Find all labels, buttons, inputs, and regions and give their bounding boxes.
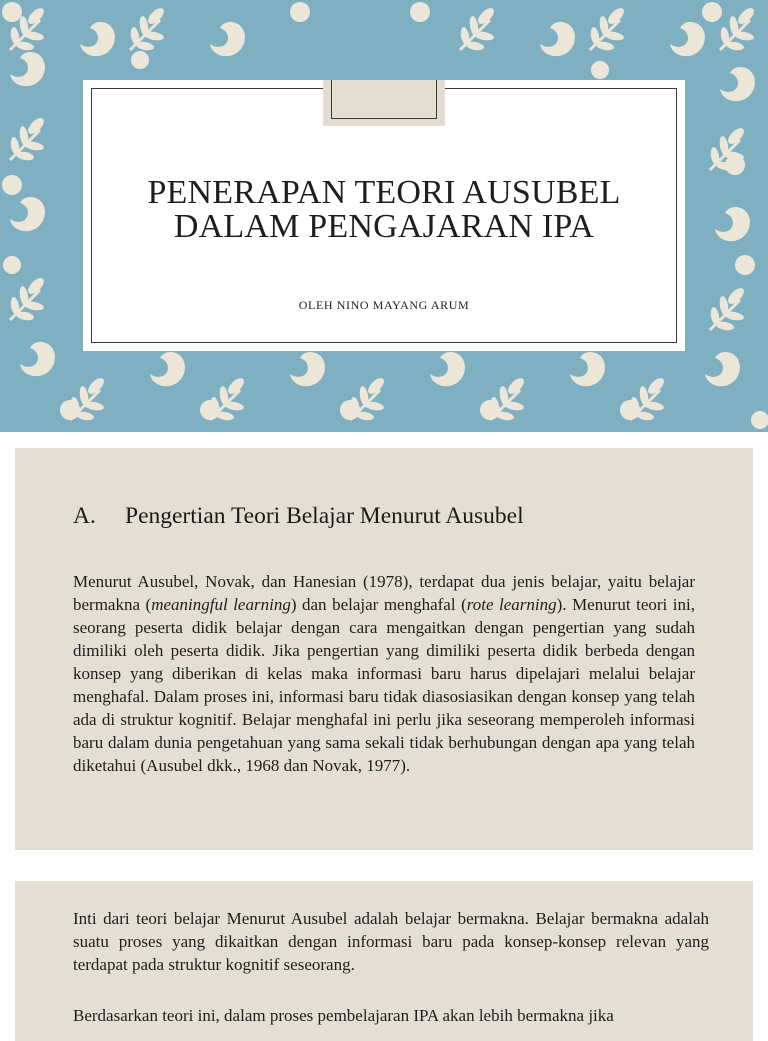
author-subtitle: OLEH NINO MAYANG ARUM — [298, 298, 470, 312]
italic-term-rote-learning: rote learning — [466, 595, 557, 614]
section-number: A. — [73, 503, 96, 529]
section-title: Pengertian Teori Belajar Menurut Ausubel — [125, 503, 524, 529]
title-line-1: PENERAPAN TEORI AUSUBEL — [147, 174, 621, 211]
section-heading — [73, 502, 695, 530]
title-card-tab-inner — [331, 80, 437, 119]
content-slide-core-theory — [15, 881, 753, 1041]
paragraph-text-part-3: ). Menurut teori ini, seorang peserta didik belajar dengan cara mengaitkan dengan pengertian yang sudah dimiliki oleh peserta didik. Jika pengertian yang dimiliki peserta didik berbeda dengan konsep yang diberikan di kelas maka informasi baru harus dipelajari melalui belajar menghafal. Dalam proses ini, informasi baru tidak diasosiasikan dengan konsep yang telah ada di struktur kognitif. Belajar menghafal ini perlu jika seseorang memperoleh informasi baru dalam dunia pengetahuan yang sama sekali tidak berhubungan dengan apa yang telah diketahui (Ausubel dkk., 1968 dan Novak, 1977). — [73, 595, 695, 775]
definition-paragraph — [73, 570, 695, 777]
title-slide — [0, 0, 768, 432]
paragraph-text-part-2: ) dan belajar menghafal ( — [290, 595, 467, 614]
application-paragraph: Berdasarkan teori ini, dalam proses pembelajaran IPA akan lebih bermakna jika — [73, 1006, 614, 1025]
presentation-title — [103, 176, 665, 244]
title-line-2: DALAM PENGAJARAN IPA — [173, 208, 595, 245]
title-card — [83, 80, 685, 351]
title-card-tab — [323, 80, 445, 126]
paragraph-text-part-1: Menurut Ausubel, Novak, dan Hanesian (1978), terdapat dua jenis belajar, yaitu belajar bermakna ( — [73, 572, 695, 614]
content-slide-definition — [15, 448, 753, 850]
italic-term-meaningful-learning: meaningful learning — [151, 595, 291, 614]
core-theory-paragraph: Inti dari teori belajar Menurut Ausubel adalah belajar bermakna. Belajar bermakna adalah suatu proses yang dikaitkan dengan informasi baru pada konsep-konsep relevan yang terdapat pada struktur kognitif seseorang. — [73, 909, 709, 974]
